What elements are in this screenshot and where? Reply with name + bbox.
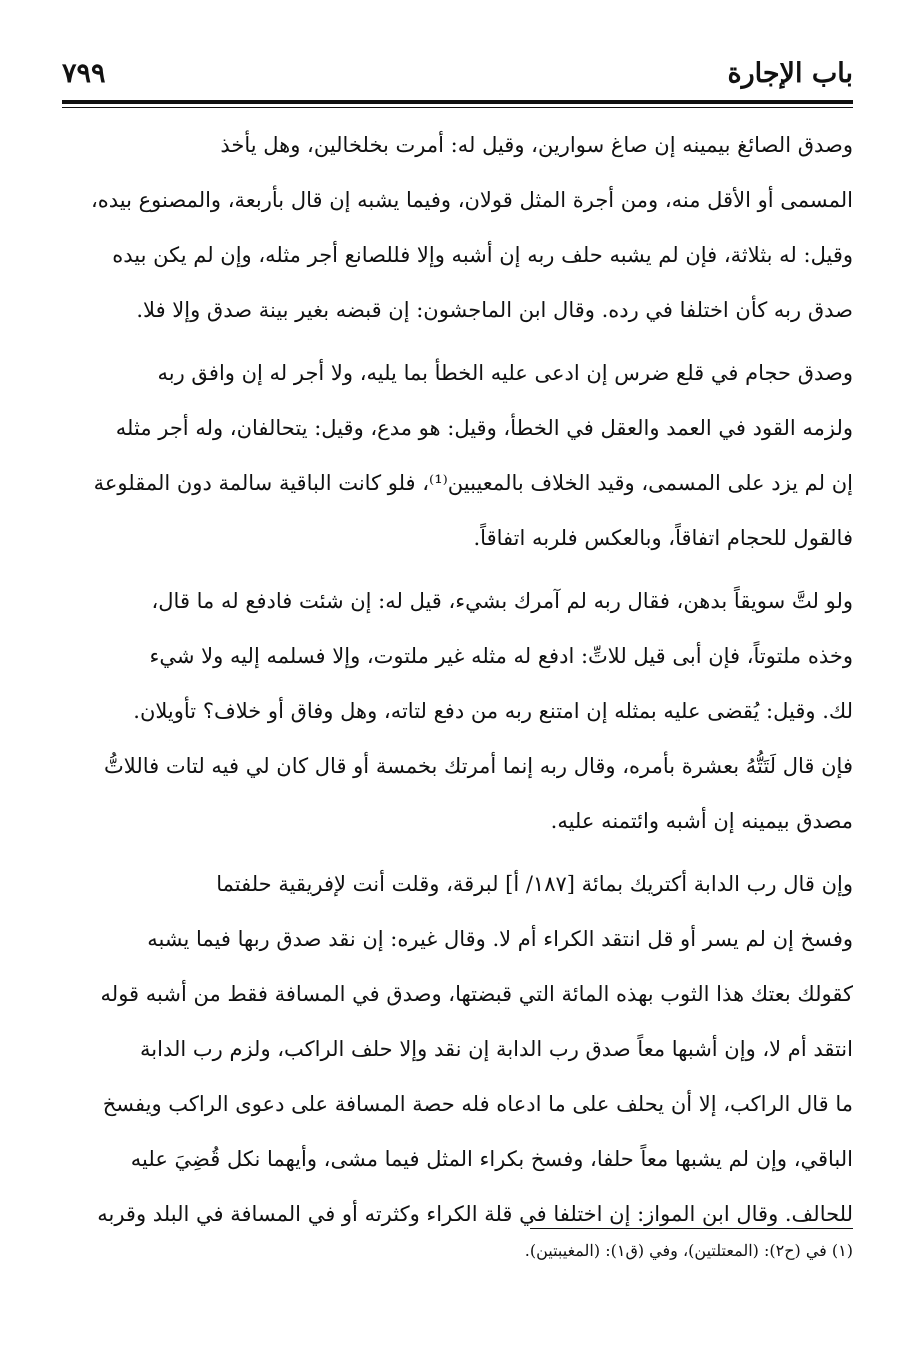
text-line: كقولك بعتك هذا الثوب بهذه المائة التي قبضتها، وصدق في المسافة فقط من أشبه قوله xyxy=(100,982,853,1006)
text-line: إن لم يزد على المسمى، وقيد الخلاف بالمعيبين⁽¹⁾، فلو كانت الباقية سالمة دون المقلوعة xyxy=(93,471,853,495)
header-rule-thin xyxy=(62,107,853,108)
running-header xyxy=(62,52,853,96)
text-line: وصدق الصائغ بيمينه إن صاغ سوارين، وقيل له: أمرت بخلخالين، وهل يأخذ xyxy=(220,133,853,157)
text-line: وإن قال رب الدابة أكتريك بمائة [١٨٧/ أ] لبرقة، وقلت أنت لإفريقية حلفتما xyxy=(216,872,853,896)
text-line: وقيل: له بثلاثة، فإن لم يشبه حلف ربه إن أشبه وإلا فللصانع أجر مثله، وإن لم يكن بيده xyxy=(112,243,853,267)
chapter-title: باب الإجارة xyxy=(727,58,853,89)
text-line: وفسخ إن لم يسر أو قل انتقد الكراء أم لا. وقال غيره: إن نقد صدق ربها فيما يشبه xyxy=(147,927,853,951)
text-line: الباقي، وإن لم يشبها معاً حلفا، وفسخ بكراء المثل فيما مشى، وأيهما نكل قُضِيَ عليه xyxy=(130,1147,853,1171)
text-line: انتقد أم لا، وإن أشبها معاً صدق رب الدابة إن نقد وإلا حلف الراكب، ولزم رب الدابة xyxy=(140,1037,853,1061)
text-line: فإن قال لَتَتُّهُ بعشرة بأمره، وقال ربه إنما أمرتك بخمسة أو قال كان لي فيه لتات فاللاتُّ xyxy=(104,754,853,778)
header-rule-thick xyxy=(62,100,853,104)
text-line: مصدق بيمينه إن أشبه وائتمنه عليه. xyxy=(550,809,853,833)
text-line: للحالف. وقال ابن المواز: إن اختلفا في قلة الكراء وكثرته أو في المسافة في البلد وقربه xyxy=(97,1202,853,1226)
paragraph xyxy=(62,857,853,1242)
text-line: وخذه ملتوتاً، فإن أبى قيل للاتِّ: ادفع له مثله غير ملتوت، وإلا فسلمه إليه ولا شيء xyxy=(149,644,853,668)
footnote: (١) في (ح٢): (المعتلتين)، وفي (ق١): (المغيبتين). xyxy=(524,1241,853,1260)
text-line: ولزمه القود في العمد والعقل في الخطأ، وقيل: هو مدع، وقيل: يتحالفان، وله أجر مثله xyxy=(115,416,853,440)
body-text xyxy=(62,118,853,1242)
text-line: صدق ربه كأن اختلفا في رده. وقال ابن الماجشون: إن قبضه بغير بينة صدق وإلا فلا. xyxy=(136,298,853,322)
text-line: فالقول للحجام اتفاقاً، وبالعكس فلربه اتفاقاً. xyxy=(473,526,853,550)
text-line: المسمى أو الأقل منه، ومن أجرة المثل قولان، وفيما يشبه إن قال بأربعة، والمصنوع بيده، xyxy=(90,188,853,212)
paragraph xyxy=(62,346,853,566)
text-line: ولو لتَّ سويقاً بدهن، فقال ربه لم آمرك بشيء، قيل له: إن شئت فادفع له ما قال، xyxy=(151,589,853,613)
paragraph xyxy=(62,118,853,338)
text-line: ما قال الراكب، إلا أن يحلف على ما ادعاه فله حصة المسافة على دعوى الراكب ويفسخ xyxy=(102,1092,853,1116)
footnote-rule xyxy=(530,1228,853,1229)
page-number: ٧٩٩ xyxy=(62,58,106,89)
text-line: لك. وقيل: يُقضى عليه بمثله إن امتنع ربه من دفع لتاته، وهل وفاق أو خلاف؟ تأويلان. xyxy=(133,699,853,723)
paragraph xyxy=(62,574,853,849)
text-line: وصدق حجام في قلع ضرس إن ادعى عليه الخطأ بما يليه، ولا أجر له إن وافق ربه xyxy=(157,361,853,385)
